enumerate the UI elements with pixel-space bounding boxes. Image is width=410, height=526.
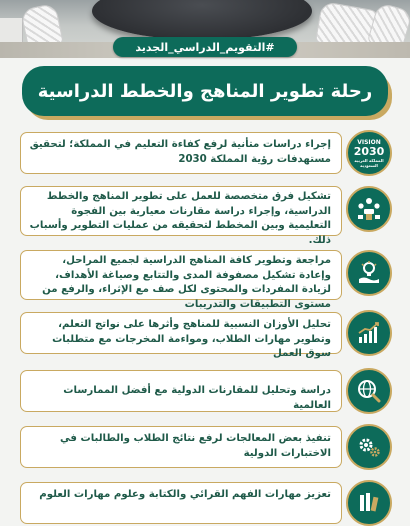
growth-chart-icon [346,310,392,356]
team-meeting-icon [346,186,392,232]
vision-year: 2030 [353,144,385,158]
vision-label: VISION [357,138,381,146]
hashtag-pill[interactable]: #التقويم_الدراسي_الجديد [113,37,297,57]
books-icon [346,480,392,526]
hand-bulb-icon [346,250,392,296]
vision-logo-text [348,139,390,168]
item-text: دراسة وتحليل للمقارنات الدولية مع أفضل الممارسات العالمية [20,370,342,412]
item-text: مراجعة وتطوير كافة المناهج الدراسية لجميع المراحل، وإعادة تشكيل مصفوفة المدى والتتابع وصياغة الأهداف، لزيادة المفردات والمحتوى لكل صف مع الإثراء، والرفع من مستوى التطبيقات والتدريبات [20,250,342,300]
item-text: تحليل الأوزان النسبية للمناهج وأثرها على نواتج التعلم، وتطوير مهارات الطلاب، ومواءمة المخرجات مع متطلبات سوق العمل [20,312,342,354]
item-text: تعزيز مهارات الفهم القرائي والكتابة وعلوم مهارات العلوم [20,482,342,524]
item-text: تنفيذ بعض المعالجات لرفع نتائج الطلاب والطالبات في الاختبارات الدولية [20,426,342,468]
meeting-table [92,0,312,40]
page-title: رحلة تطوير المناهج والخطط الدراسية [22,66,388,116]
item-text: تشكيل فرق متخصصة للعمل على تطوير المناهج والخطط الدراسية، وإجراء دراسة مقارنات معيارية بين الفجوة التعليمية وبين المخطط لتحقيقه من عمليات التطوير وأسباب ذلك. [20,186,342,236]
globe-magnifier-icon [346,368,392,414]
gears-icon [346,424,392,470]
vision-2030-logo-icon [346,130,392,176]
vision-sub: المملكة العربية السعودية [354,157,384,168]
item-text: إجراء دراسات متأنية لرفع كفاءة التعليم في المملكة؛ لتحقيق مستهدفات رؤية المملكة 2030 [20,132,342,174]
title-banner [22,66,388,116]
